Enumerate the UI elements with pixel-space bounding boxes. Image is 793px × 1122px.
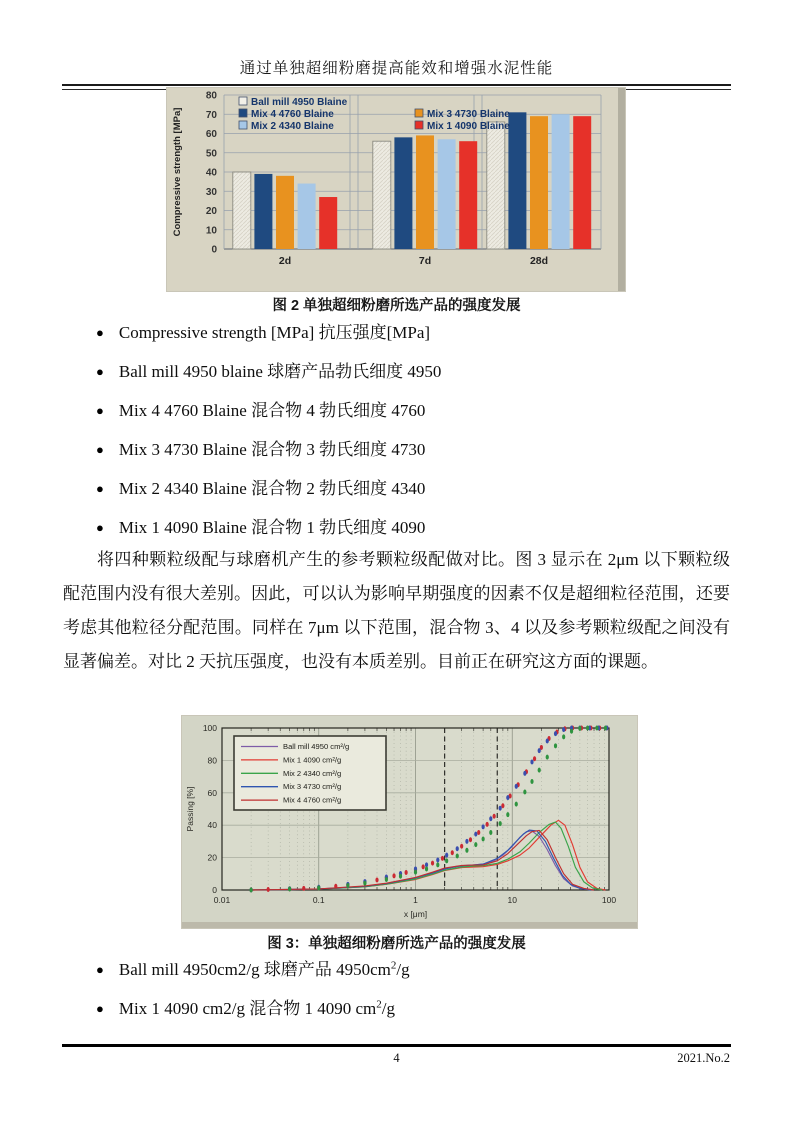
svg-text:7d: 7d — [418, 255, 432, 267]
svg-text:Mix 1 4090 Blaine: Mix 1 4090 Blaine — [427, 121, 510, 132]
svg-text:Compressive strength [MPa]: Compressive strength [MPa] — [172, 107, 183, 237]
bullet-text: Mix 2 4340 Blaine 混合物 2 勃氏细度 4340 — [118, 479, 426, 498]
svg-text:Ball mill 4950 cm²/g: Ball mill 4950 cm²/g — [283, 742, 350, 751]
svg-text:0: 0 — [211, 244, 217, 256]
svg-text:2d: 2d — [278, 255, 292, 267]
svg-text:Mix 4 4760 cm²/g: Mix 4 4760 cm²/g — [283, 795, 342, 805]
page-number: 4 — [393, 1051, 400, 1065]
bullet-icon: ● — [96, 403, 104, 418]
figure2-bar-chart — [167, 88, 625, 291]
svg-text:80: 80 — [205, 90, 217, 102]
bullet-text: Ball mill 4950cm2/g 球磨产品 $4950cm^2/g$ — [118, 959, 410, 979]
svg-text:10: 10 — [205, 225, 217, 237]
svg-text:Mix 4 4760 Blaine: Mix 4 4760 Blaine — [251, 109, 334, 120]
legend-bullet-item — [96, 360, 441, 384]
body-paragraph: 将四种颗粒级配与球磨机产生的参考颗粒级配做对比。图 3 显示在 2μm 以下颗粒级配范围内没有很大差别。因此，可以认为影响早期强度的因素不仅是超细粒径范围，还要考虑其他粒径分配范围。同样在 7μm 以下范围，混合物 3、4 以及参考颗粒级配之间没有显著偏差。对比 2 天抗压强度，也没有本质差别。目前正在研究这方面的课题。 — [63, 550, 730, 671]
bullet-text: Mix 1 4090 Blaine 混合物 1 勃氏细度 4090 — [118, 518, 426, 537]
svg-text:60: 60 — [207, 787, 217, 798]
figure3-legend-bullet-list — [96, 958, 410, 1036]
svg-text:70: 70 — [205, 109, 217, 121]
bar-chart-svg — [167, 88, 625, 291]
bullet-icon: ● — [96, 364, 104, 379]
svg-text:80: 80 — [207, 755, 217, 766]
page-header-title: 通过单独超细粉磨提高能效和增强水泥性能 — [239, 60, 554, 77]
svg-text:40: 40 — [205, 167, 217, 179]
legend-bullet-item — [96, 321, 441, 345]
svg-text:50: 50 — [205, 148, 217, 160]
svg-text:40: 40 — [207, 820, 217, 831]
svg-text:Mix 3 4730 cm²/g: Mix 3 4730 cm²/g — [283, 782, 342, 792]
bullet-icon: ● — [96, 481, 104, 496]
legend-bullet-item — [96, 438, 441, 462]
svg-text:0.01: 0.01 — [213, 895, 231, 905]
legend-bullet-item — [96, 516, 441, 540]
svg-text:x [μm]: x [μm] — [403, 909, 428, 919]
figure3-line-chart — [182, 716, 637, 928]
figure3-caption: 图 3：单独超细粉磨所选产品的强度发展 — [267, 936, 526, 952]
bullet-icon: ● — [96, 520, 104, 535]
svg-text:10: 10 — [507, 895, 517, 905]
bullet-icon: ● — [96, 962, 104, 977]
figure2-legend-bullet-list — [96, 321, 441, 555]
bullet-icon: ● — [96, 1001, 104, 1016]
bullet-text: Compressive strength [MPa] 抗压强度[MPa] — [118, 323, 431, 342]
svg-text:30: 30 — [205, 186, 217, 198]
bullet-icon: ● — [96, 325, 104, 340]
svg-text:0: 0 — [212, 885, 217, 895]
legend-bullet-item — [96, 477, 441, 501]
legend-bullet-item — [96, 997, 410, 1021]
svg-text:Mix 3 4730 Blaine: Mix 3 4730 Blaine — [427, 109, 510, 120]
issue-number: 2021.No.2 — [677, 1051, 730, 1065]
svg-text:100: 100 — [202, 723, 217, 733]
svg-text:100: 100 — [601, 895, 617, 905]
line-chart-svg — [182, 716, 637, 928]
bullet-icon: ● — [96, 442, 104, 457]
svg-text:20: 20 — [205, 206, 217, 217]
svg-text:Ball mill 4950 Blaine: Ball mill 4950 Blaine — [251, 97, 348, 108]
svg-text:1: 1 — [413, 895, 418, 905]
svg-text:Mix 2 4340 Blaine: Mix 2 4340 Blaine — [251, 121, 334, 132]
legend-bullet-item — [96, 399, 441, 423]
bullet-text: Mix 3 4730 Blaine 混合物 3 勃氏细度 4730 — [118, 440, 426, 459]
svg-text:0.1: 0.1 — [312, 895, 325, 905]
bullet-text: Mix 1 4090 cm2/g 混合物 1 4090 $cm^2/g$ — [118, 998, 395, 1018]
svg-text:28d: 28d — [529, 255, 549, 267]
footer-divider — [62, 1044, 731, 1047]
bullet-text: Ball mill 4950 blaine 球磨产品勃氏细度 4950 — [118, 362, 442, 381]
legend-bullet-item — [96, 958, 410, 982]
svg-text:60: 60 — [205, 129, 217, 140]
svg-text:Passing [%]: Passing [%] — [185, 786, 195, 832]
svg-text:Mix 1 4090 cm²/g: Mix 1 4090 cm²/g — [283, 755, 342, 765]
svg-text:Mix 2 4340 cm²/g: Mix 2 4340 cm²/g — [283, 768, 342, 778]
figure2-caption: 图 2 单独超细粉磨所选产品的强度发展 — [272, 298, 521, 314]
bullet-text: Mix 4 4760 Blaine 混合物 4 勃氏细度 4760 — [118, 401, 426, 420]
svg-text:20: 20 — [207, 852, 217, 863]
